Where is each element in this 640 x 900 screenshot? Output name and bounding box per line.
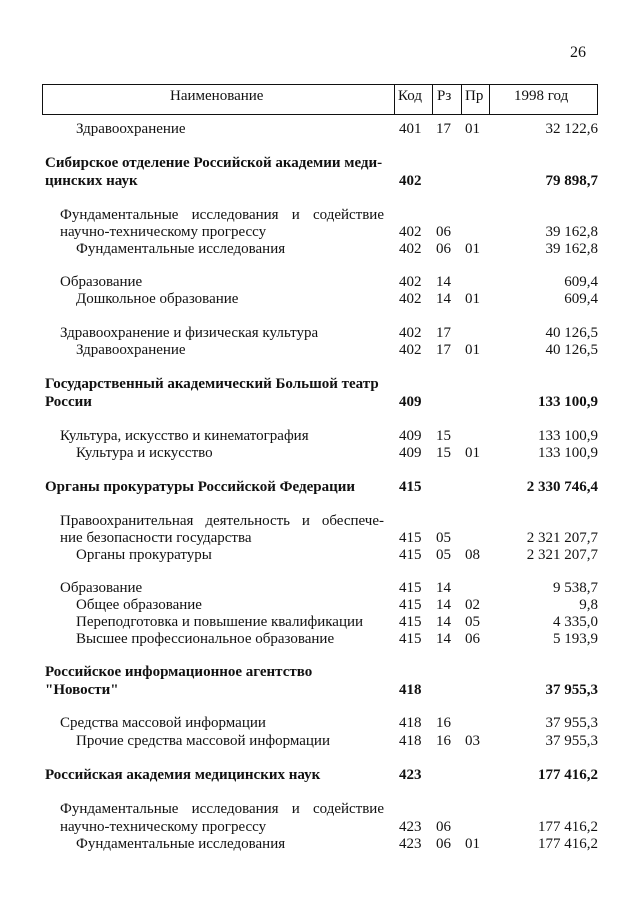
table-row (0, 427, 640, 445)
row-kod: 402 (399, 274, 422, 290)
row-value: 133 100,9 (538, 394, 598, 410)
row-value: 609,4 (564, 291, 598, 307)
row-kod: 423 (399, 836, 422, 852)
row-name: научно-техническому прогрессу (60, 819, 267, 835)
row-rz: 14 (436, 274, 451, 290)
header-rz: Рз (437, 88, 452, 104)
row-name: Общее образование (76, 597, 202, 613)
row-value: 2 321 207,7 (526, 530, 598, 546)
row-value: 79 898,7 (545, 173, 598, 189)
table-row (0, 240, 640, 258)
row-name: Дошкольное образование (76, 291, 239, 307)
row-name: Образование (60, 274, 143, 290)
table-row (0, 206, 640, 224)
row-name: Высшее профессиональное образование (76, 631, 335, 647)
table-row (0, 596, 640, 614)
row-pr: 05 (465, 614, 480, 630)
table-row (0, 223, 640, 241)
row-name: Образование (60, 580, 143, 596)
row-rz: 06 (436, 836, 451, 852)
row-kod: 415 (399, 530, 422, 546)
row-name: Средства массовой информации (60, 715, 266, 731)
row-name: цинских наук (45, 173, 138, 189)
row-kod: 402 (399, 224, 422, 240)
row-value: 37 955,3 (545, 682, 598, 698)
row-value: 133 100,9 (538, 428, 598, 444)
row-name: Фундаментальные исследования (76, 241, 286, 257)
row-rz: 06 (436, 819, 451, 835)
table-row (0, 512, 640, 530)
row-value: 5 193,9 (553, 631, 598, 647)
row-rz: 05 (436, 530, 451, 546)
table-row (0, 800, 640, 818)
row-pr: 01 (465, 121, 480, 137)
row-name: Здравоохранение (76, 342, 186, 358)
row-name: Фундаментальные исследования и содействие (60, 207, 384, 223)
row-rz: 14 (436, 631, 451, 647)
table-row (0, 732, 640, 750)
row-kod: 409 (399, 394, 422, 410)
row-kod: 423 (399, 767, 422, 783)
row-name: Здравоохранение и физическая культура (60, 325, 319, 341)
row-name: Культура и искусство (76, 445, 213, 461)
row-rz: 14 (436, 614, 451, 630)
row-value: 177 416,2 (538, 836, 598, 852)
row-rz: 06 (436, 224, 451, 240)
table-row (0, 630, 640, 648)
row-rz: 14 (436, 580, 451, 596)
row-name: Российское информационное агентство (45, 664, 313, 680)
table-row (0, 341, 640, 359)
row-rz: 14 (436, 291, 451, 307)
row-rz: 17 (436, 121, 451, 137)
row-rz: 16 (436, 733, 451, 749)
row-value: 39 162,8 (545, 224, 598, 240)
row-rz: 16 (436, 715, 451, 731)
row-kod: 402 (399, 325, 422, 341)
row-rz: 14 (436, 597, 451, 613)
row-kod: 415 (399, 631, 422, 647)
row-kod: 418 (399, 682, 422, 698)
row-name: Органы прокуратуры (76, 547, 212, 563)
row-value: 4 335,0 (553, 614, 598, 630)
row-value: 9,8 (579, 597, 598, 613)
row-value: 2 321 207,7 (526, 547, 598, 563)
row-name: Российская академия медицинских наук (45, 767, 321, 783)
row-pr: 01 (465, 342, 480, 358)
row-kod: 415 (399, 580, 422, 596)
table-row (0, 324, 640, 342)
row-name: Культура, искусство и кинематография (60, 428, 309, 444)
row-value: 39 162,8 (545, 241, 598, 257)
row-rz: 05 (436, 547, 451, 563)
row-name: Государственный академический Большой театр (45, 376, 379, 392)
row-pr: 02 (465, 597, 480, 613)
row-name: Переподготовка и повышение квалификации (76, 614, 364, 630)
row-pr: 06 (465, 631, 480, 647)
row-kod: 415 (399, 614, 422, 630)
row-kod: 401 (399, 121, 422, 137)
header-name: Наименование (170, 88, 264, 104)
row-value: 32 122,6 (545, 121, 598, 137)
row-name: Фундаментальные исследования (76, 836, 286, 852)
table-header (42, 84, 598, 115)
row-pr: 08 (465, 547, 480, 563)
table-row (0, 818, 640, 836)
row-value: 2 330 746,4 (526, 479, 598, 495)
row-pr: 03 (465, 733, 480, 749)
row-pr: 01 (465, 836, 480, 852)
row-name: Сибирское отделение Российской академии меди- (45, 155, 383, 171)
row-kod: 418 (399, 715, 422, 731)
row-rz: 06 (436, 241, 451, 257)
row-value: 37 955,3 (545, 715, 598, 731)
table-row (0, 835, 640, 853)
row-name: научно-техническому прогрессу (60, 224, 267, 240)
row-name: ние безопасности государства (60, 530, 252, 546)
row-name: "Новости" (45, 682, 119, 698)
row-kod: 409 (399, 445, 422, 461)
row-value: 177 416,2 (538, 767, 598, 783)
table-row (0, 290, 640, 308)
row-pr: 01 (465, 241, 480, 257)
row-kod: 402 (399, 173, 422, 189)
row-name: Фундаментальные исследования и содействие (60, 801, 384, 817)
table-row (0, 375, 640, 393)
row-rz: 17 (436, 342, 451, 358)
row-value: 40 126,5 (545, 325, 598, 341)
table-row (0, 546, 640, 564)
row-kod: 402 (399, 291, 422, 307)
row-kod: 418 (399, 733, 422, 749)
row-value: 37 955,3 (545, 733, 598, 749)
header-pr: Пр (465, 88, 484, 104)
row-kod: 423 (399, 819, 422, 835)
table-row (0, 120, 640, 138)
row-rz: 15 (436, 445, 451, 461)
row-value: 609,4 (564, 274, 598, 290)
row-name: Правоохранительная деятельность и обеспече- (60, 513, 384, 529)
row-pr: 01 (465, 291, 480, 307)
header-year: 1998 год (514, 88, 569, 104)
header-kod: Код (398, 88, 422, 104)
row-kod: 409 (399, 428, 422, 444)
row-rz: 17 (436, 325, 451, 341)
row-rz: 15 (436, 428, 451, 444)
table-row (0, 529, 640, 547)
table-row (0, 273, 640, 291)
table-row (0, 681, 640, 699)
row-name: России (45, 394, 92, 410)
row-kod: 402 (399, 342, 422, 358)
row-kod: 415 (399, 597, 422, 613)
table-row (0, 172, 640, 190)
row-value: 133 100,9 (538, 445, 598, 461)
row-name: Прочие средства массовой информации (76, 733, 330, 749)
table-row (0, 613, 640, 631)
table-row (0, 393, 640, 411)
table-row (0, 579, 640, 597)
row-pr: 01 (465, 445, 480, 461)
table-row (0, 766, 640, 784)
row-value: 40 126,5 (545, 342, 598, 358)
page-number: 26 (570, 44, 586, 61)
table-row (0, 663, 640, 681)
row-kod: 402 (399, 241, 422, 257)
table-row (0, 444, 640, 462)
table-row (0, 154, 640, 172)
row-value: 9 538,7 (553, 580, 598, 596)
table-row (0, 714, 640, 732)
table-row (0, 478, 640, 496)
row-kod: 415 (399, 547, 422, 563)
row-value: 177 416,2 (538, 819, 598, 835)
row-name: Здравоохранение (76, 121, 186, 137)
row-kod: 415 (399, 479, 422, 495)
row-name: Органы прокуратуры Российской Федерации (45, 479, 356, 495)
